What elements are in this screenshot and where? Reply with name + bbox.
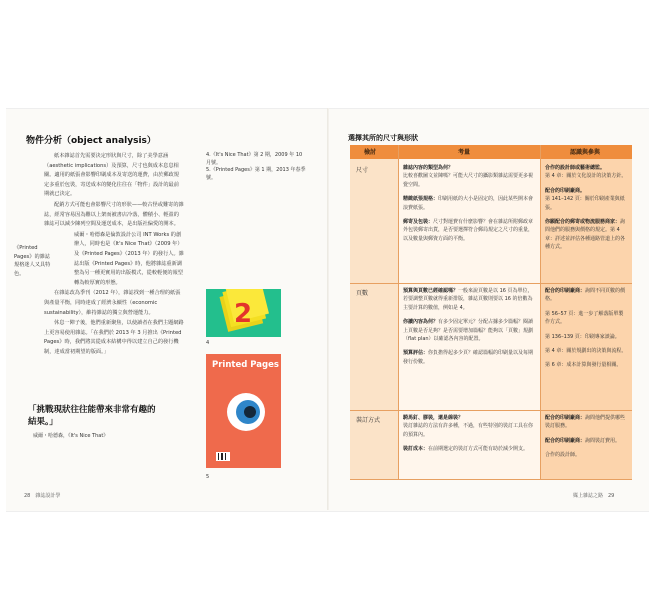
cell-text: 印刷用紙的大小是固定的，因此某些開本會浪費紙張。 (403, 196, 534, 211)
table-row-label: 頁數 (356, 290, 369, 297)
table-row-label: 裝訂方式 (356, 417, 381, 424)
size-shape-table (350, 145, 632, 480)
cell-lead: 雜誌內容的類型為何？ (403, 165, 454, 171)
table-header-cell: 檢討 (364, 149, 377, 156)
body-paragraph: 在雜誌改為季刊（2012 年），雜誌找到一種合理的紙張與產量平衡，同時達成了經濟永續性（economic sustainability），維持雜誌的獨立與營運能力。 (44, 290, 181, 316)
cell-text: 第 136–139 頁：印刷專家談論。 (545, 333, 620, 340)
table-cell-considerations (403, 287, 535, 372)
body-paragraph: 威爾・哈德森是倫敦設計公司 INT Works 的創辦人，同時也是《It's Nice That》（2009 年）及《Printed Pages》（2013 年）的發行人。雜誌出版《Printed Pages》時，他將雜誌重新調整為另一種更實用的出版模式，從較輕便的報型轉為較厚實的形態。 (74, 231, 184, 286)
cell-lead: 郵寄及包裝： (403, 219, 434, 226)
page-folio-right: 媒上雜誌之路 29 (573, 493, 615, 499)
cell-text: 第 4 章：關於規劃出的決策與流程。 (545, 348, 627, 355)
table-header (350, 145, 632, 159)
quote-attribution: 威爾・哈德森，《It's Nice That》 (33, 433, 109, 439)
cell-lead: 騎馬釘、膠裝，還是線裝？ (403, 415, 464, 421)
cell-text: 第 56–57 頁：進一步了解落版單製作方式。 (545, 310, 624, 326)
table-cell-participation (545, 287, 627, 376)
cell-text: 尺寸對運費有什麼影響？會在雜誌所附郵政章外包裝郵寄出貨，是否要選擇符合郵局規定之尺寸的重量，以及數量與郵資方面的平衡。 (403, 219, 534, 242)
cell-lead: 配合的印刷廠商： (545, 415, 586, 421)
page-folio-left: 28 雜誌設計學 (24, 493, 61, 499)
cover-number: 2 (233, 299, 253, 329)
cell-text: 你負擔得起多少頁？確認篇幅的印刷量以及每期發行份數。 (403, 350, 534, 365)
magazine-cover-printed-pages (206, 354, 281, 468)
cell-lead: 配合的印刷廠商。 (545, 187, 586, 194)
table-divider (350, 479, 632, 480)
cell-text: 詢問不同頁數的價格。 (545, 288, 626, 303)
body-paragraph: 紙本雜誌首先需要決定形狀與尺寸，除了美學意涵（aesthetic implications）及預算，尺寸也與成本息息相關。適用的紙張會影響印刷成本及寄送的運費，由於郵政規定多重於包裝，寄送成本的變化往往在「物件」設計的最前期就已決定。 (44, 153, 179, 198)
cell-text: 詢問他們的服務與價格的規定。第 4 章：詳述並評估各種通路管道上的各種方式。 (545, 219, 626, 251)
figure-label: 5 (206, 474, 210, 480)
cell-lead: 預算評估： (403, 350, 429, 357)
pull-quote: 「挑戰現狀往往能帶來非常有趣的結果。」 (28, 405, 156, 427)
table-cell-participation (545, 164, 627, 258)
body-paragraph: 配銷方式可能也會影響尺寸的形狀——較古怪或難寄的雜誌，經常容易因為難以上架而被書店冷落，體積小、輕盈的雜誌可以減少陳列空間及運送成本，是出版社偏愛的開本。 (44, 201, 184, 228)
yellow-magazines-image (206, 289, 281, 337)
cell-lead: 合作的設計師或藝術總監。 (545, 165, 606, 171)
table-header-cell: 考量 (458, 149, 471, 156)
cell-text: 詢問裝訂費用。 (585, 437, 621, 444)
table-divider (350, 283, 632, 284)
cell-text: 第 6 章：成本計算與發行量相關。 (545, 362, 622, 369)
cell-text: 合作的設計師。 (545, 452, 581, 459)
table-cell-participation (545, 414, 627, 466)
table-header-cell: 認識與參與 (570, 149, 601, 156)
printed-pages-cover-image (206, 354, 281, 468)
cell-lead: 配合的印刷廠商： (545, 437, 586, 444)
cell-text: 在前期選定的裝訂方式可能有助於減少開支。 (428, 446, 529, 453)
cell-lead: 精緻紙張規格： (403, 196, 439, 203)
table-row-label: 尺寸 (356, 167, 369, 174)
footnotes (206, 152, 306, 182)
cell-lead: 你願配合的郵寄或物流服務商家： (545, 219, 621, 226)
cell-text: 一般來說頁數是以 16 頁為單位，若要調整頁數就得重新排版，雜誌頁數則要以 16 的倍數為主要計算的數值，例如是 4。 (403, 288, 533, 311)
cell-lead: 你讀內容為何？ (403, 319, 439, 326)
cell-text: 裝訂雜誌的方法有許多種，不過，有些特別的裝訂工具在你的預算內。 (403, 423, 534, 438)
book-gutter (327, 108, 329, 510)
table-cell-considerations (403, 164, 535, 249)
table-divider (540, 145, 541, 480)
footnote: 5.《Printed Pages》第 1 期，2013 年春季號。 (206, 167, 306, 181)
cell-text: 詢問他們提供哪些裝訂服務。 (545, 415, 626, 430)
cover-title: Printed Pages (212, 360, 279, 370)
body-text (44, 152, 184, 358)
footnote: 4.《It's Nice That》第 2 期，2009 年 10 月號。 (206, 152, 303, 166)
table-cell-considerations (403, 414, 535, 460)
magazine-photo-green (206, 289, 281, 337)
table-title: 選擇其所的尺寸與形狀 (348, 134, 418, 142)
margin-note: 《Printed Pages》的雜誌規格迷人又具特色。 (14, 245, 51, 277)
cell-text: 第 4 章：關於文化設計的決策方針。 (545, 173, 627, 180)
cell-lead: 預算與頁數已經確認嗎？ (403, 288, 459, 294)
table-col-bg (350, 159, 398, 480)
table-divider (398, 145, 399, 480)
body-paragraph: 休息一陣子後，他們重新聚焦，以使讀者在我們主題網路上更容易使用雜誌。「在我們於 2013 年 3 月推出《Printed Pages》時，我們將其從成本結構中得以建立自己的發行機制，達成當初期望的版面。」 (44, 320, 184, 355)
table-divider (350, 410, 632, 411)
cell-lead: 裝訂成本： (403, 446, 429, 453)
cell-text: 有多少固定單元？分配占據多少篇幅？閱讀上頁數是否足夠？是否需要增加篇幅？能夠以「頁數」規劃（flat plan）以確認各內容的配置。 (403, 319, 534, 343)
cell-text: 第 141–142 頁：關於印刷產業與紙張。 (545, 196, 625, 211)
section-title: 物件分析（object analysis） (26, 136, 156, 146)
figure-label: 4 (206, 340, 210, 346)
cell-lead: 配合的印刷廠商： (545, 288, 586, 294)
cell-text: 比較喜歡圖文並陳嗎？可能大尺寸的攝影類雜誌需要更多視覺空間。 (403, 173, 534, 188)
